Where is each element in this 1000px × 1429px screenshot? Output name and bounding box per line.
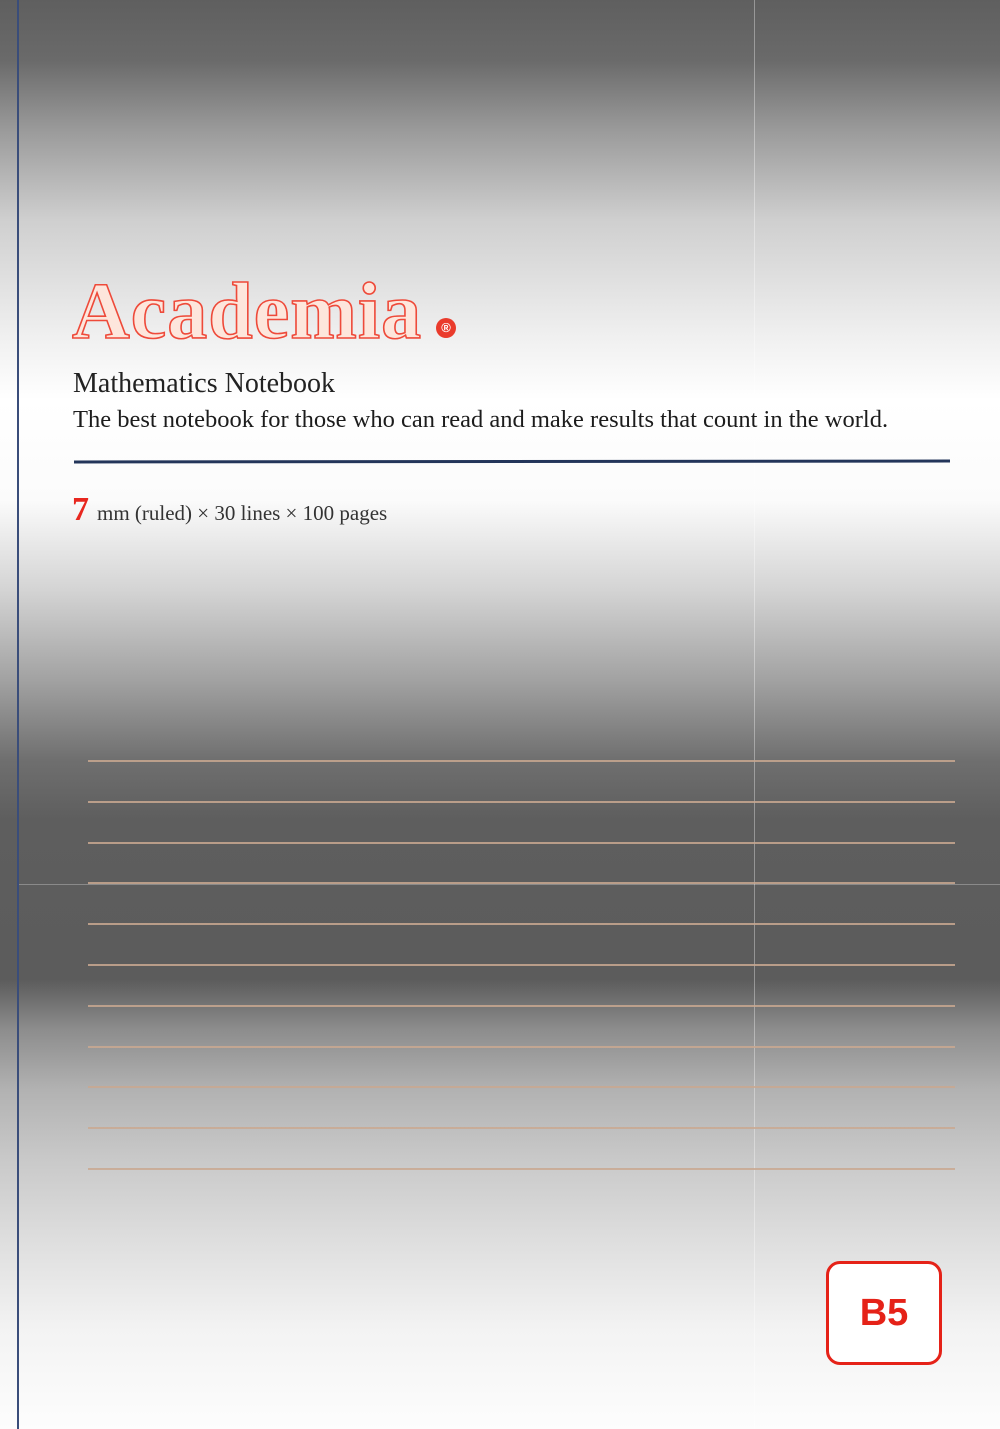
ruled-line — [88, 964, 955, 966]
ruled-line — [88, 760, 955, 762]
ruled-line — [88, 1046, 955, 1048]
size-badge — [826, 1261, 942, 1365]
tagline: The best notebook for those who can read and make results that count in the world. — [73, 406, 889, 433]
ruled-line — [88, 882, 955, 884]
ruled-line — [88, 1086, 955, 1088]
ruled-lines-sample — [88, 760, 955, 1180]
spec-details: mm (ruled) × 30 lines × 100 pages — [97, 501, 388, 525]
ruled-line — [88, 1127, 955, 1129]
ruling-size-value: 7 — [72, 491, 89, 528]
registered-mark-icon: ® — [436, 318, 456, 338]
notebook-title: Mathematics Notebook — [73, 368, 336, 399]
ruled-line — [88, 1005, 955, 1007]
ruled-line — [88, 1168, 955, 1170]
title-divider — [74, 460, 950, 464]
spec-line — [72, 490, 387, 533]
ruled-line — [88, 842, 955, 844]
ruled-line — [88, 801, 955, 803]
brand-logo: Academia — [72, 268, 423, 356]
vertical-fold-line — [754, 0, 755, 1429]
size-badge-label: B5 — [859, 1291, 909, 1334]
cover-left-edge — [17, 0, 19, 1429]
ruled-line — [88, 923, 955, 925]
